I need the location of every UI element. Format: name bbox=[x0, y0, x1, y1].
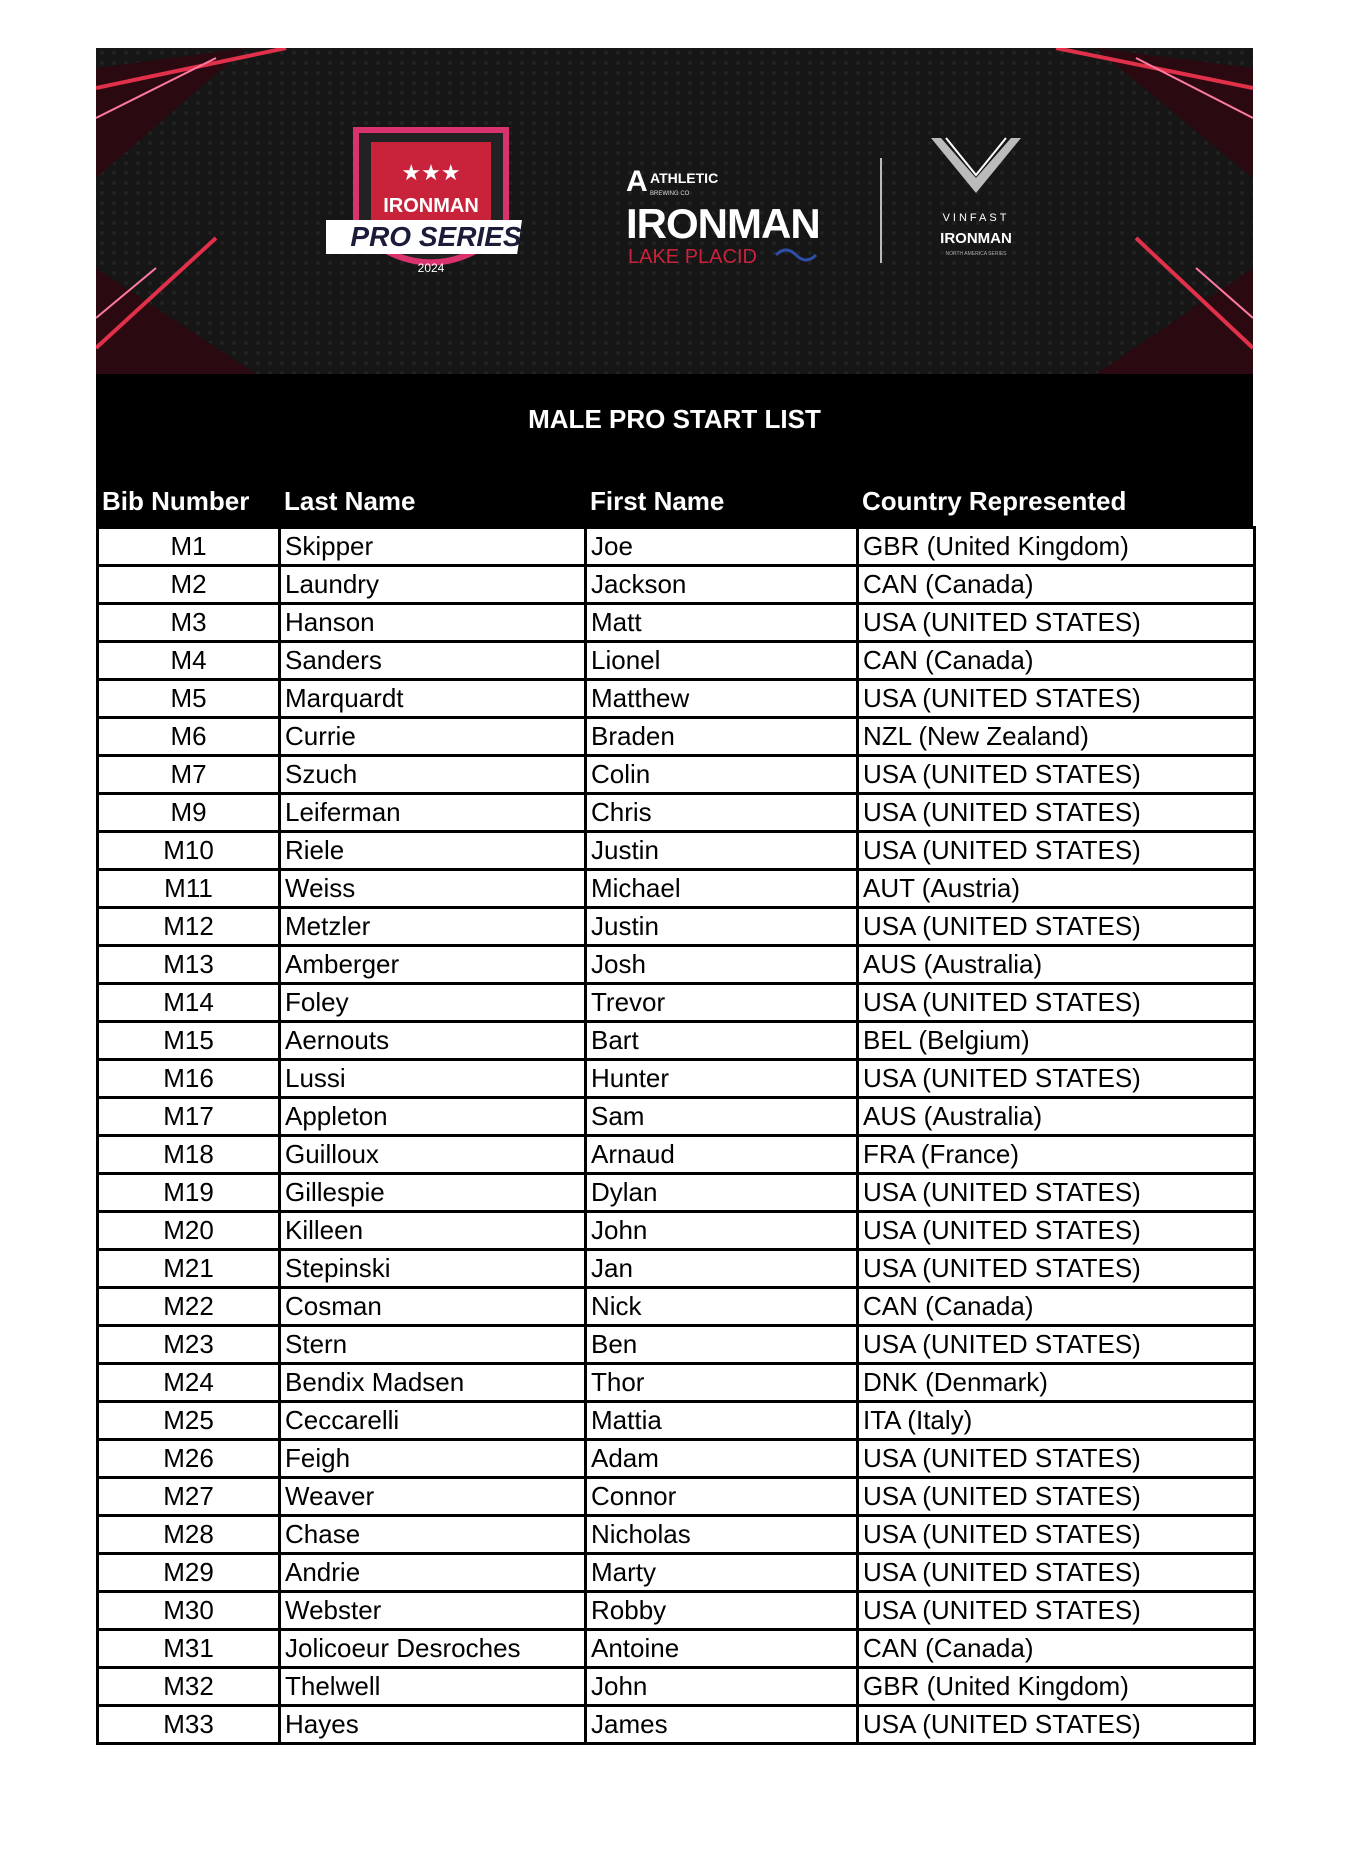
table-row bbox=[98, 1402, 1255, 1440]
cell-country: USA (UNITED STATES) bbox=[858, 680, 1255, 718]
cell-last-name: Foley bbox=[280, 984, 586, 1022]
cell-last-name: Cosman bbox=[280, 1288, 586, 1326]
cell-last-name: Appleton bbox=[280, 1098, 586, 1136]
cell-last-name: Killeen bbox=[280, 1212, 586, 1250]
cell-first-name: Mattia bbox=[586, 1402, 858, 1440]
vinfast-subtitle: NORTH AMERICA SERIES bbox=[945, 251, 1007, 257]
cell-first-name: Chris bbox=[586, 794, 858, 832]
cell-first-name: Braden bbox=[586, 718, 858, 756]
cell-first-name: Colin bbox=[586, 756, 858, 794]
cell-first-name: James bbox=[586, 1706, 858, 1744]
cell-bib: M31 bbox=[98, 1630, 280, 1668]
cell-last-name: Ceccarelli bbox=[280, 1402, 586, 1440]
table-row bbox=[98, 946, 1255, 984]
cell-first-name: Jackson bbox=[586, 566, 858, 604]
cell-last-name: Metzler bbox=[280, 908, 586, 946]
vinfast-brand: VINFAST bbox=[942, 212, 1010, 224]
title-bar bbox=[96, 374, 1253, 474]
cell-first-name: Matthew bbox=[586, 680, 858, 718]
column-header-country: Country Represented bbox=[862, 486, 1127, 516]
cell-last-name: Marquardt bbox=[280, 680, 586, 718]
vinfast-logo bbox=[911, 133, 1041, 273]
cell-country: GBR (United Kingdom) bbox=[858, 1668, 1255, 1706]
cell-first-name: Antoine bbox=[586, 1630, 858, 1668]
cell-country: USA (UNITED STATES) bbox=[858, 984, 1255, 1022]
table-row bbox=[98, 1516, 1255, 1554]
cell-first-name: Connor bbox=[586, 1478, 858, 1516]
cell-country: USA (UNITED STATES) bbox=[858, 1554, 1255, 1592]
cell-country: USA (UNITED STATES) bbox=[858, 794, 1255, 832]
cell-first-name: Justin bbox=[586, 832, 858, 870]
cell-country: ITA (Italy) bbox=[858, 1402, 1255, 1440]
cell-first-name: Justin bbox=[586, 908, 858, 946]
cell-first-name: Michael bbox=[586, 870, 858, 908]
cell-country: USA (UNITED STATES) bbox=[858, 1516, 1255, 1554]
table-row bbox=[98, 1364, 1255, 1402]
table-row bbox=[98, 1706, 1255, 1744]
table-row bbox=[98, 680, 1255, 718]
cell-country: CAN (Canada) bbox=[858, 642, 1255, 680]
cell-country: CAN (Canada) bbox=[858, 1288, 1255, 1326]
cell-bib: M7 bbox=[98, 756, 280, 794]
cell-bib: M12 bbox=[98, 908, 280, 946]
table-row bbox=[98, 832, 1255, 870]
cell-country: USA (UNITED STATES) bbox=[858, 1250, 1255, 1288]
cell-first-name: Sam bbox=[586, 1098, 858, 1136]
cell-bib: M19 bbox=[98, 1174, 280, 1212]
cell-bib: M14 bbox=[98, 984, 280, 1022]
cell-last-name: Skipper bbox=[280, 528, 586, 566]
cell-bib: M20 bbox=[98, 1212, 280, 1250]
column-header-first-name: First Name bbox=[590, 486, 725, 516]
cell-first-name: Matt bbox=[586, 604, 858, 642]
cell-country: BEL (Belgium) bbox=[858, 1022, 1255, 1060]
cell-bib: M1 bbox=[98, 528, 280, 566]
cell-last-name: Sanders bbox=[280, 642, 586, 680]
cell-bib: M18 bbox=[98, 1136, 280, 1174]
pro-series-ironman: IRONMAN bbox=[383, 195, 479, 217]
table-row bbox=[98, 718, 1255, 756]
pro-series-year: 2024 bbox=[417, 261, 445, 275]
table-row bbox=[98, 1098, 1255, 1136]
table-row bbox=[98, 1174, 1255, 1212]
cell-country: DNK (Denmark) bbox=[858, 1364, 1255, 1402]
table-row bbox=[98, 1668, 1255, 1706]
sponsor-name: ATHLETIC bbox=[650, 170, 719, 186]
event-banner bbox=[96, 48, 1253, 374]
cell-last-name: Currie bbox=[280, 718, 586, 756]
cell-bib: M27 bbox=[98, 1478, 280, 1516]
table-row bbox=[98, 1326, 1255, 1364]
cell-bib: M15 bbox=[98, 1022, 280, 1060]
cell-last-name: Andrie bbox=[280, 1554, 586, 1592]
table-row bbox=[98, 1022, 1255, 1060]
cell-bib: M16 bbox=[98, 1060, 280, 1098]
page-title: MALE PRO START LIST bbox=[528, 404, 821, 434]
cell-bib: M5 bbox=[98, 680, 280, 718]
cell-last-name: Bendix Madsen bbox=[280, 1364, 586, 1402]
cell-bib: M11 bbox=[98, 870, 280, 908]
cell-first-name: Hunter bbox=[586, 1060, 858, 1098]
cell-first-name: Dylan bbox=[586, 1174, 858, 1212]
start-list-table bbox=[96, 526, 1256, 1745]
cell-last-name: Feigh bbox=[280, 1440, 586, 1478]
cell-first-name: Josh bbox=[586, 946, 858, 984]
cell-country: USA (UNITED STATES) bbox=[858, 1174, 1255, 1212]
cell-first-name: Bart bbox=[586, 1022, 858, 1060]
cell-bib: M28 bbox=[98, 1516, 280, 1554]
cell-bib: M26 bbox=[98, 1440, 280, 1478]
cell-last-name: Guilloux bbox=[280, 1136, 586, 1174]
cell-bib: M22 bbox=[98, 1288, 280, 1326]
cell-first-name: John bbox=[586, 1668, 858, 1706]
cell-last-name: Chase bbox=[280, 1516, 586, 1554]
cell-first-name: Jan bbox=[586, 1250, 858, 1288]
cell-country: USA (UNITED STATES) bbox=[858, 1706, 1255, 1744]
cell-first-name: John bbox=[586, 1212, 858, 1250]
cell-bib: M9 bbox=[98, 794, 280, 832]
cell-first-name: Arnaud bbox=[586, 1136, 858, 1174]
cell-bib: M3 bbox=[98, 604, 280, 642]
cell-country: USA (UNITED STATES) bbox=[858, 832, 1255, 870]
table-row bbox=[98, 1288, 1255, 1326]
cell-first-name: Adam bbox=[586, 1440, 858, 1478]
table-row bbox=[98, 1592, 1255, 1630]
cell-country: USA (UNITED STATES) bbox=[858, 756, 1255, 794]
ironman-brand: IRONMAN bbox=[626, 200, 820, 247]
event-location: LAKE PLACID bbox=[628, 246, 757, 268]
cell-country: USA (UNITED STATES) bbox=[858, 1440, 1255, 1478]
cell-bib: M30 bbox=[98, 1592, 280, 1630]
table-row bbox=[98, 1250, 1255, 1288]
cell-country: USA (UNITED STATES) bbox=[858, 1212, 1255, 1250]
cell-bib: M24 bbox=[98, 1364, 280, 1402]
cell-last-name: Stern bbox=[280, 1326, 586, 1364]
column-header-bib: Bib Number bbox=[102, 486, 250, 516]
cell-bib: M17 bbox=[98, 1098, 280, 1136]
pro-series-title: PRO SERIES bbox=[350, 221, 522, 252]
cell-country: CAN (Canada) bbox=[858, 566, 1255, 604]
cell-last-name: Stepinski bbox=[280, 1250, 586, 1288]
column-header-last-name: Last Name bbox=[284, 486, 416, 516]
pro-series-stars: ★★★ bbox=[401, 161, 461, 186]
table-row bbox=[98, 528, 1255, 566]
cell-first-name: Lionel bbox=[586, 642, 858, 680]
table-row bbox=[98, 794, 1255, 832]
cell-country: FRA (France) bbox=[858, 1136, 1255, 1174]
cell-bib: M6 bbox=[98, 718, 280, 756]
sponsor-subline: BREWING CO bbox=[650, 191, 690, 197]
cell-bib: M21 bbox=[98, 1250, 280, 1288]
cell-first-name: Trevor bbox=[586, 984, 858, 1022]
table-row bbox=[98, 908, 1255, 946]
vinfast-series: IRONMAN bbox=[940, 230, 1012, 247]
cell-last-name: Weaver bbox=[280, 1478, 586, 1516]
cell-bib: M32 bbox=[98, 1668, 280, 1706]
table-row bbox=[98, 604, 1255, 642]
cell-last-name: Weiss bbox=[280, 870, 586, 908]
ironman-lake-placid-logo bbox=[626, 163, 846, 273]
cell-last-name: Gillespie bbox=[280, 1174, 586, 1212]
cell-bib: M2 bbox=[98, 566, 280, 604]
table-row bbox=[98, 566, 1255, 604]
start-list-sheet bbox=[96, 48, 1253, 1745]
table-row bbox=[98, 984, 1255, 1022]
cell-last-name: Jolicoeur Desroches bbox=[280, 1630, 586, 1668]
cell-last-name: Szuch bbox=[280, 756, 586, 794]
cell-country: USA (UNITED STATES) bbox=[858, 1592, 1255, 1630]
cell-first-name: Ben bbox=[586, 1326, 858, 1364]
cell-last-name: Hanson bbox=[280, 604, 586, 642]
cell-last-name: Aernouts bbox=[280, 1022, 586, 1060]
pro-series-logo bbox=[326, 120, 536, 300]
cell-last-name: Thelwell bbox=[280, 1668, 586, 1706]
table-row bbox=[98, 1136, 1255, 1174]
cell-last-name: Laundry bbox=[280, 566, 586, 604]
column-header-row bbox=[96, 474, 1253, 526]
cell-country: USA (UNITED STATES) bbox=[858, 1478, 1255, 1516]
cell-last-name: Webster bbox=[280, 1592, 586, 1630]
cell-country: CAN (Canada) bbox=[858, 1630, 1255, 1668]
cell-first-name: Nick bbox=[586, 1288, 858, 1326]
svg-text:A: A bbox=[626, 165, 648, 198]
cell-country: AUS (Australia) bbox=[858, 946, 1255, 984]
cell-bib: M13 bbox=[98, 946, 280, 984]
cell-first-name: Joe bbox=[586, 528, 858, 566]
cell-bib: M33 bbox=[98, 1706, 280, 1744]
table-row bbox=[98, 1478, 1255, 1516]
cell-bib: M29 bbox=[98, 1554, 280, 1592]
cell-last-name: Amberger bbox=[280, 946, 586, 984]
cell-bib: M25 bbox=[98, 1402, 280, 1440]
cell-last-name: Riele bbox=[280, 832, 586, 870]
cell-country: USA (UNITED STATES) bbox=[858, 1060, 1255, 1098]
table-row bbox=[98, 1630, 1255, 1668]
cell-country: USA (UNITED STATES) bbox=[858, 908, 1255, 946]
cell-first-name: Marty bbox=[586, 1554, 858, 1592]
cell-last-name: Leiferman bbox=[280, 794, 586, 832]
cell-first-name: Robby bbox=[586, 1592, 858, 1630]
cell-first-name: Nicholas bbox=[586, 1516, 858, 1554]
table-row bbox=[98, 1212, 1255, 1250]
table-row bbox=[98, 756, 1255, 794]
cell-country: GBR (United Kingdom) bbox=[858, 528, 1255, 566]
table-row bbox=[98, 1554, 1255, 1592]
cell-country: NZL (New Zealand) bbox=[858, 718, 1255, 756]
cell-country: AUT (Austria) bbox=[858, 870, 1255, 908]
cell-first-name: Thor bbox=[586, 1364, 858, 1402]
table-row bbox=[98, 1060, 1255, 1098]
cell-country: USA (UNITED STATES) bbox=[858, 604, 1255, 642]
table-row bbox=[98, 1440, 1255, 1478]
cell-bib: M10 bbox=[98, 832, 280, 870]
cell-bib: M23 bbox=[98, 1326, 280, 1364]
table-row bbox=[98, 870, 1255, 908]
table-row bbox=[98, 642, 1255, 680]
cell-last-name: Lussi bbox=[280, 1060, 586, 1098]
cell-last-name: Hayes bbox=[280, 1706, 586, 1744]
cell-bib: M4 bbox=[98, 642, 280, 680]
cell-country: AUS (Australia) bbox=[858, 1098, 1255, 1136]
cell-country: USA (UNITED STATES) bbox=[858, 1326, 1255, 1364]
